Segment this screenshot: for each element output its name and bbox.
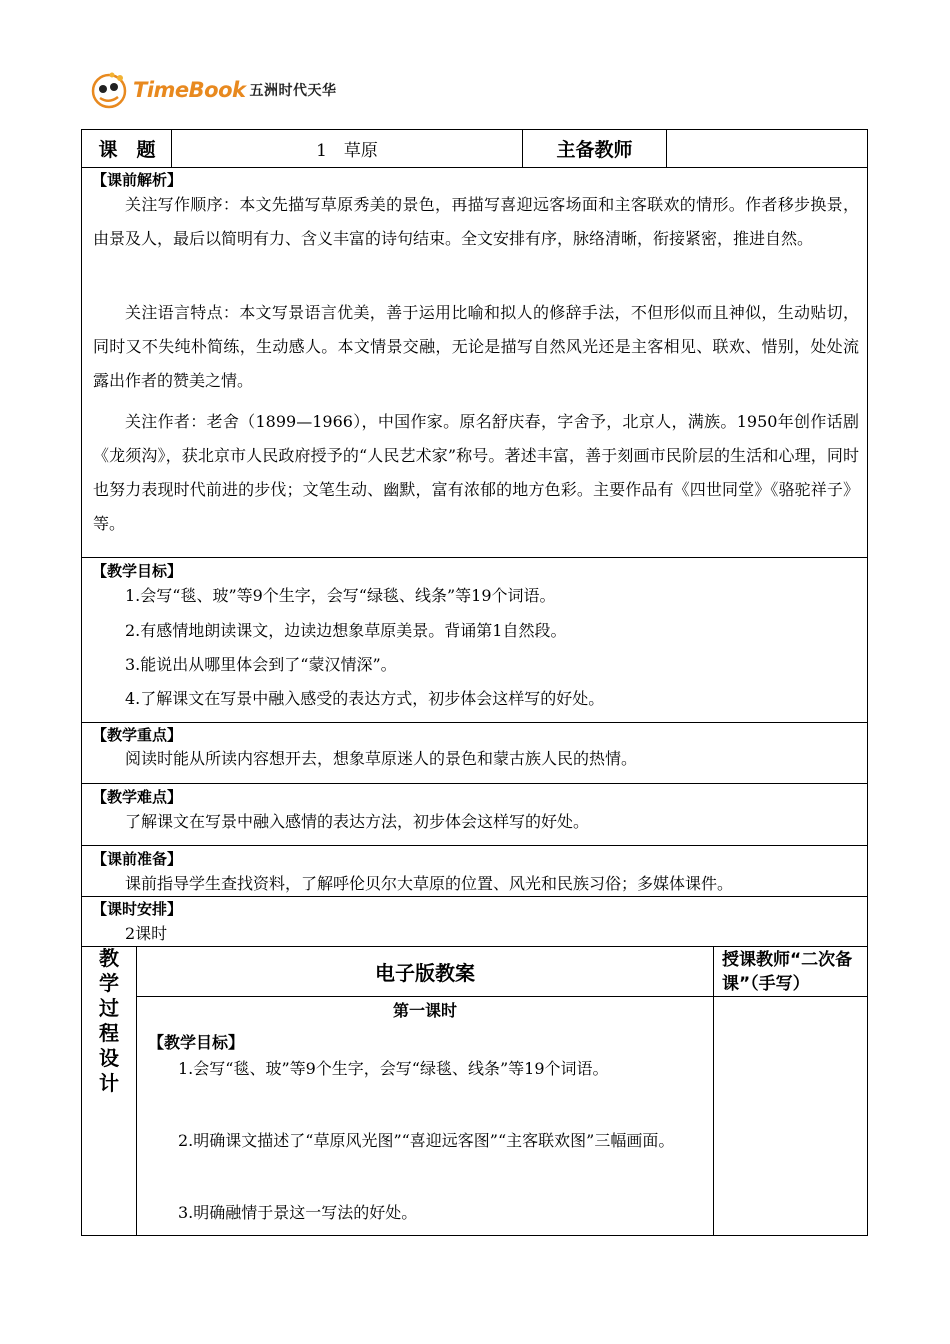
analysis-paragraph: 关注写作顺序：本文先描写草原秀美的景色，再描写喜迎远客场面和主客联欢的情形。作者移步换景，由景及人，最后以简明有力、含义丰富的诗句结束。全文安排有序，脉络清晰，衔接紧密，推进自然。 xyxy=(93,195,859,248)
electronic-plan-title: 电子版教案 xyxy=(375,961,475,985)
side-char: 程 xyxy=(99,1021,119,1045)
divider xyxy=(171,130,172,167)
divider xyxy=(137,996,868,997)
process-side-label xyxy=(82,946,136,1096)
process-paragraph: 2.明确课文描述了“草原风光图”“喜迎远客图”“主客联欢图”三幅画面。 xyxy=(178,1131,675,1150)
preparation-heading: 【课前准备】 xyxy=(92,850,183,868)
schedule-text: 2课时 xyxy=(125,924,168,943)
difficulties-heading: 【教学难点】 xyxy=(92,788,183,806)
key-points-text: 阅读时能从所读内容想开去，想象草原迷人的景色和蒙古族人民的热情。 xyxy=(125,749,638,768)
divider xyxy=(522,130,523,167)
difficulties-text: 了解课文在写景中融入感情的表达方法，初步体会这样写的好处。 xyxy=(125,812,590,831)
header-logo xyxy=(89,70,336,110)
divider xyxy=(82,845,867,846)
objective-item: 2.有感情地朗读课文，边读边想象草原美景。背诵第1自然段。 xyxy=(125,621,567,640)
teacher-value[interactable] xyxy=(667,130,867,167)
subject-value: 1 草原 xyxy=(316,141,378,161)
divider xyxy=(713,946,714,1236)
side-char: 设 xyxy=(99,1046,119,1070)
objective-item: 4.了解课文在写景中融入感受的表达方式，初步体会这样写的好处。 xyxy=(125,689,605,708)
analysis-paragraph: 关注作者：老舍（1899—1966），中国作家。原名舒庆春，字舍予，北京人，满族。1950年创作话剧《龙须沟》，获北京市人民政府授予的“人民艺术家”称号。著述丰富，善于刻画市民阶层的生活和心理，同时也努力表现时代前进的步伐；文笔生动、幽默，富有浓郁的地方色彩。主要作品有《四世同堂》《骆驼祥子》等。 xyxy=(93,412,859,533)
side-char: 过 xyxy=(99,996,119,1020)
analysis-paragraph: 关注语言特点：本文写景语言优美，善于运用比喻和拟人的修辞手法，不但形似而且神似，生动贴切，同时又不失纯朴简练，生动感人。本文情景交融，无论是描写自然风光还是主客相见、联欢、惜别，处处流露出作者的赞美之情。 xyxy=(93,303,859,390)
side-char: 计 xyxy=(99,1071,119,1095)
side-char: 学 xyxy=(99,971,119,995)
brand-name-cn: 五洲时代天华 xyxy=(249,83,337,99)
process-objectives-heading: 【教学目标】 xyxy=(148,1033,245,1052)
subject-label: 课 题 xyxy=(98,139,156,161)
process-paragraph: 3.明确融情于景这一写法的好处。 xyxy=(178,1203,418,1222)
process-paragraph: 1.会写“毯、玻”等9个生字，会写“绿毯、线条”等19个词语。 xyxy=(178,1059,609,1078)
teacher-label: 主备教师 xyxy=(556,139,633,161)
timebook-logo-icon xyxy=(89,70,129,110)
divider xyxy=(82,557,867,558)
divider xyxy=(82,722,867,723)
schedule-heading: 【课时安排】 xyxy=(92,900,183,918)
second-prep-title: 授课教师“二次备课”（手写） xyxy=(722,950,853,994)
objective-item: 1.会写“毯、玻”等9个生字，会写“绿毯、线条”等19个词语。 xyxy=(125,586,556,605)
divider xyxy=(82,783,867,784)
divider xyxy=(666,130,667,167)
side-char: 教 xyxy=(99,946,119,970)
objective-item: 3.能说出从哪里体会到了“蒙汉情深”。 xyxy=(125,655,397,674)
divider xyxy=(82,896,867,897)
preparation-text: 课前指导学生查找资料，了解呼伦贝尔大草原的位置、风光和民族习俗；多媒体课件。 xyxy=(125,874,734,893)
lesson-plan-table xyxy=(81,129,868,1236)
brand-name: TimeBook xyxy=(133,78,246,102)
objectives-heading: 【教学目标】 xyxy=(92,562,183,580)
divider xyxy=(82,167,867,168)
lesson-title: 第一课时 xyxy=(392,1001,457,1020)
key-points-heading: 【教学重点】 xyxy=(92,726,183,744)
analysis-heading: 【课前解析】 xyxy=(92,171,183,189)
